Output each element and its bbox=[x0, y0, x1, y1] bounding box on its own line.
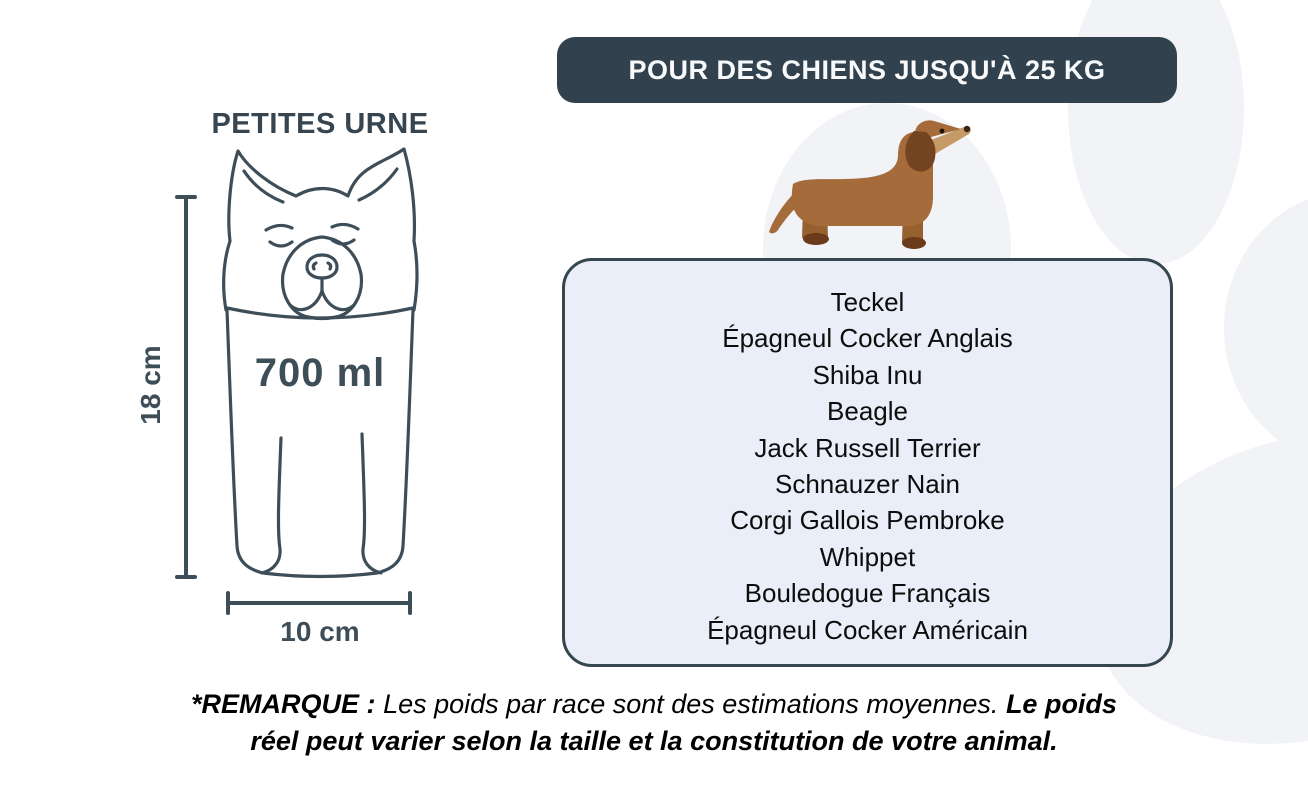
note-prefix: *REMARQUE : bbox=[191, 689, 376, 719]
urn-right-nostril bbox=[328, 263, 331, 269]
breed-item: Schnauzer Nain bbox=[775, 469, 960, 500]
breed-item: Whippet bbox=[819, 541, 916, 572]
urn-left-eye bbox=[270, 242, 292, 246]
weight-limit-label: POUR DES CHIENS JUSQU'À 25 KG bbox=[628, 54, 1106, 85]
breed-item: Beagle bbox=[827, 396, 908, 427]
breed-item: Jack Russell Terrier bbox=[754, 432, 981, 463]
urn-width-label: 10 cm bbox=[280, 616, 360, 647]
breed-item: Épagneul Cocker Américain bbox=[707, 614, 1028, 645]
breed-list-panel bbox=[562, 258, 1173, 667]
urn-nose bbox=[307, 255, 337, 278]
weight-limit-banner bbox=[557, 37, 1177, 103]
urn-right-jowl bbox=[322, 291, 354, 310]
urn-left-brow bbox=[266, 225, 292, 230]
note-body: Les poids par race sont des estimations moyennes. bbox=[383, 689, 999, 719]
breed-item: Teckel bbox=[830, 287, 905, 317]
urn-body-outline bbox=[227, 310, 413, 577]
breed-item: Corgi Gallois Pembroke bbox=[730, 505, 1005, 536]
breed-item: Bouledogue Français bbox=[744, 578, 991, 609]
urn-right-paw-line bbox=[362, 434, 381, 573]
weight-disclaimer-note bbox=[174, 686, 1134, 760]
urn-height-label: 18 cm bbox=[135, 345, 166, 425]
urn-left-paw-line bbox=[262, 438, 281, 573]
breed-item: Shiba Inu bbox=[812, 359, 923, 390]
paw-print-toe-icon bbox=[1224, 192, 1308, 464]
urn-lid-seam-line bbox=[227, 308, 413, 318]
urn-right-brow bbox=[332, 224, 358, 229]
urn-left-jowl bbox=[290, 291, 322, 310]
urn-size-title: PETITES URNE bbox=[211, 108, 429, 140]
urn-volume-label: 700 ml bbox=[254, 351, 386, 395]
urn-left-nostril bbox=[313, 263, 316, 269]
note-emphasis: Le poids réel peut varier selon la taille et la constitution de votre animal. bbox=[250, 689, 1117, 756]
breed-item: Épagneul Cocker Anglais bbox=[722, 323, 1013, 354]
french-bulldog-urn-line-drawing bbox=[120, 138, 460, 658]
dachshund-icon bbox=[765, 118, 975, 253]
urn-head-outline bbox=[224, 149, 417, 310]
